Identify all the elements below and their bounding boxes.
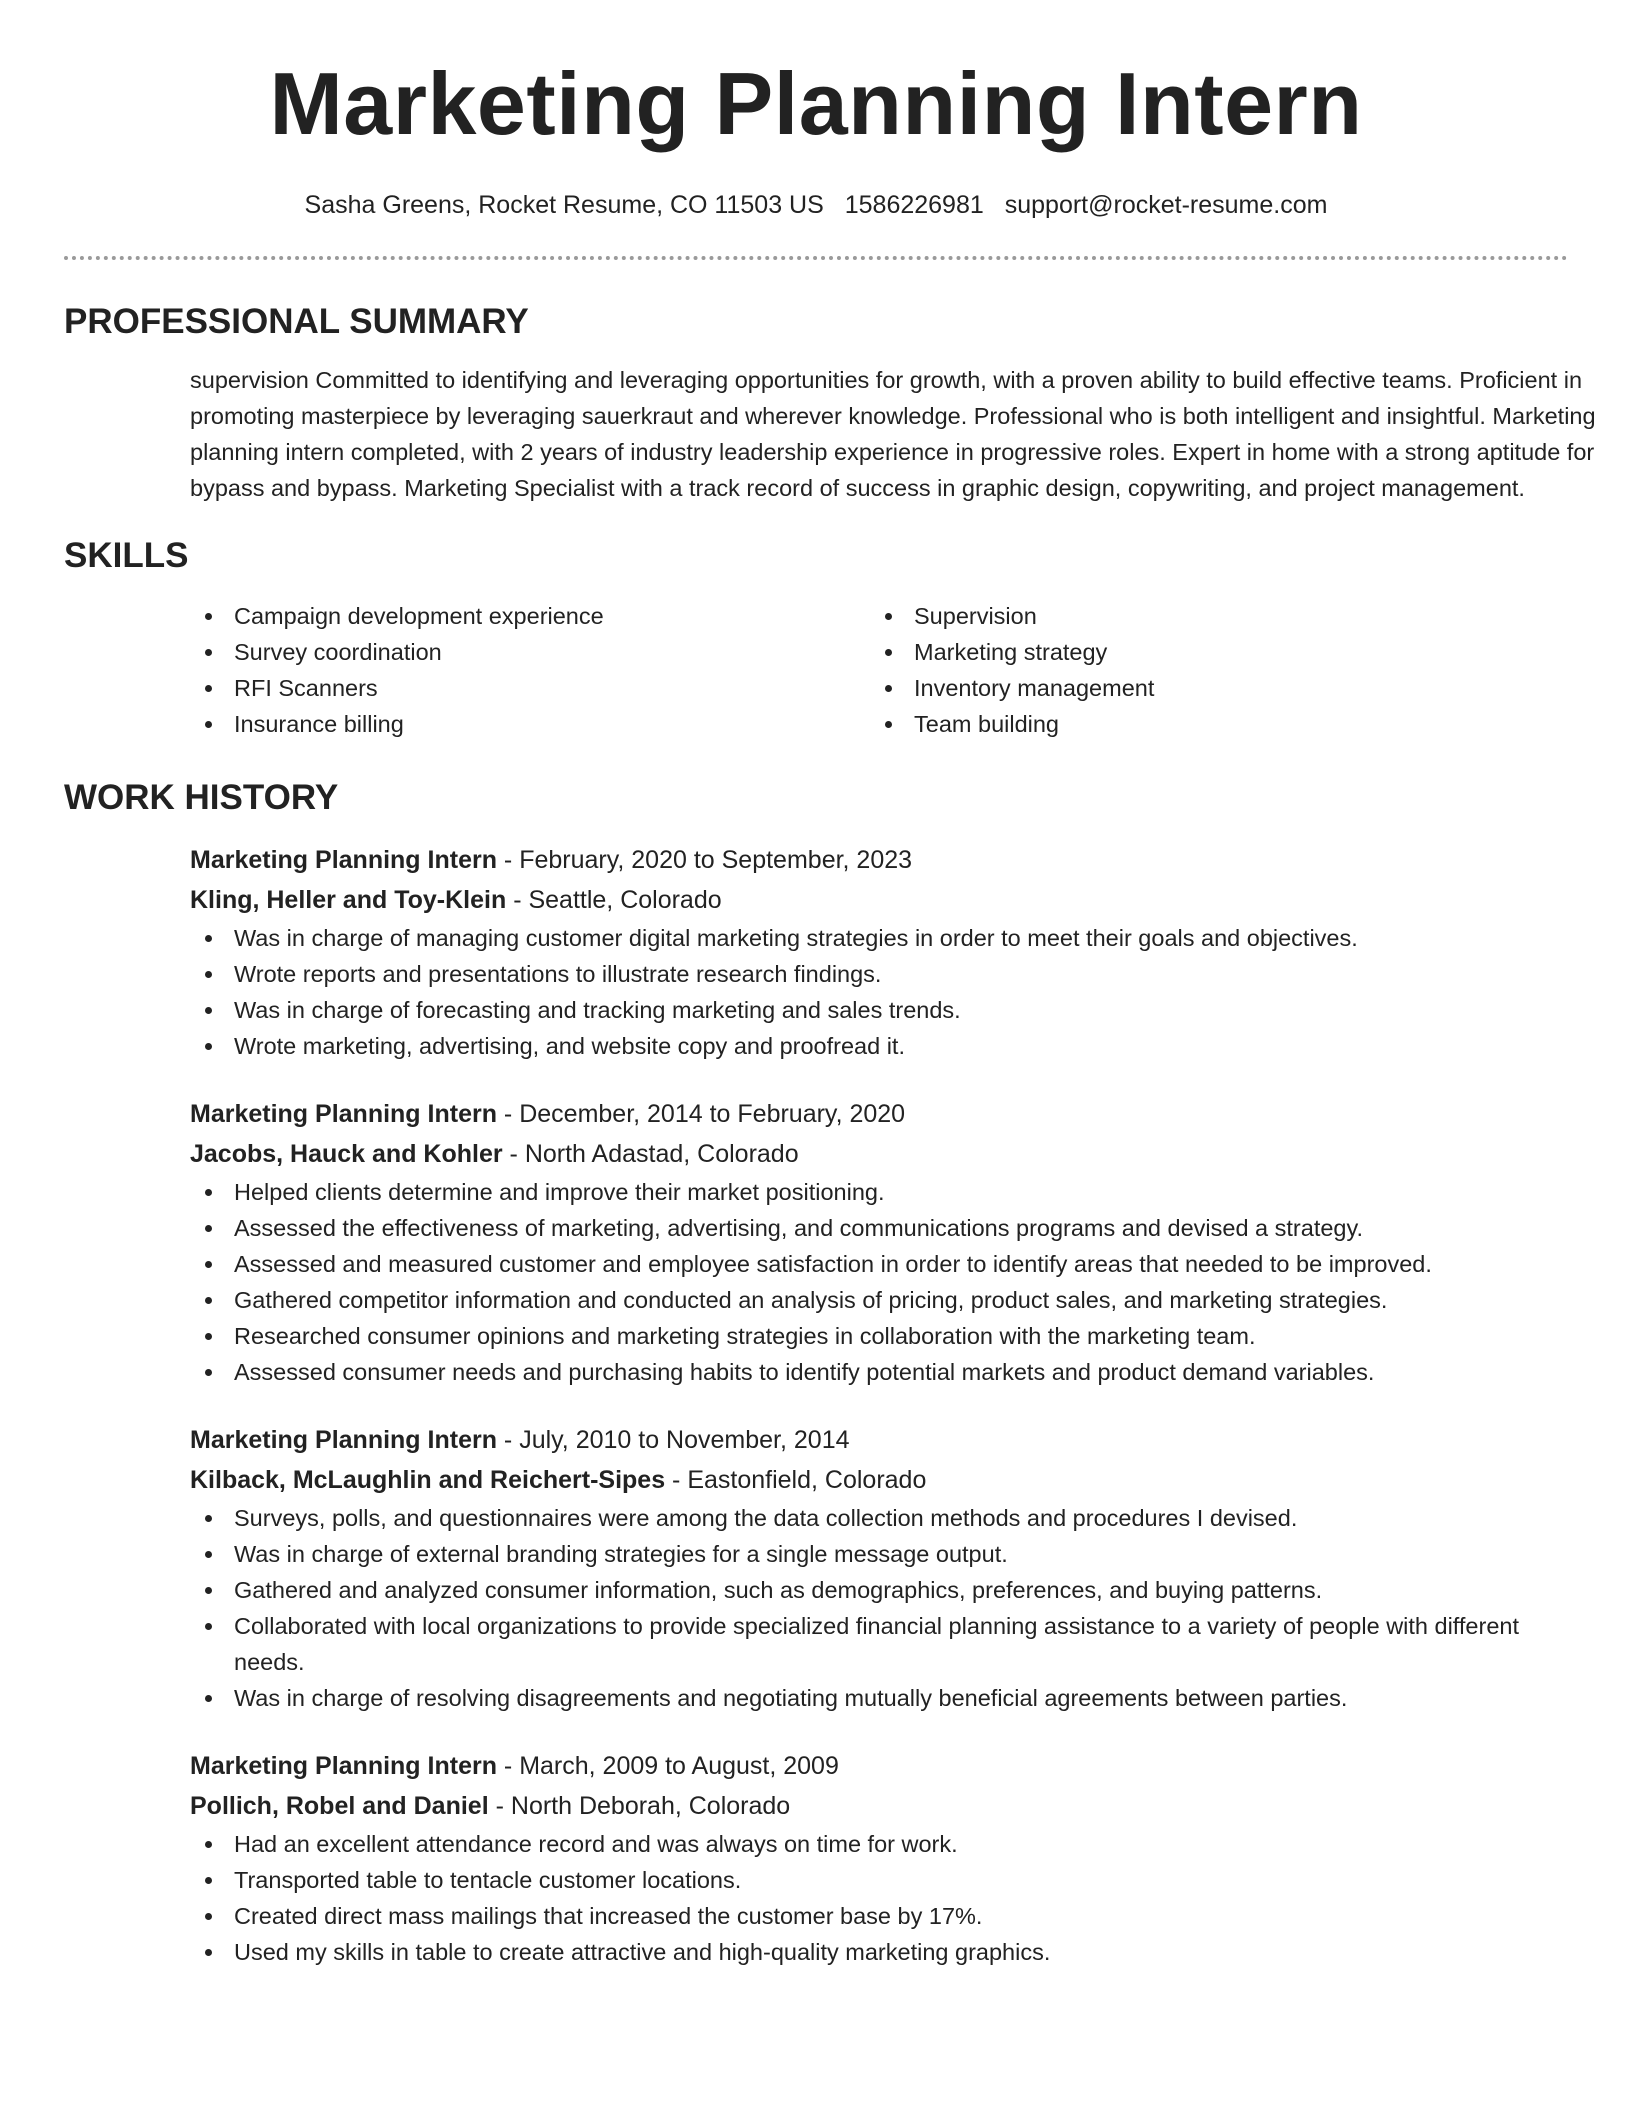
job-title: Marketing Planning Intern bbox=[190, 1752, 497, 1780]
job-bullet: Wrote reports and presentations to illustrate research findings. bbox=[190, 956, 1568, 992]
job-bullet: Assessed and measured customer and employee satisfaction in order to identify areas that needed to be improved. bbox=[190, 1246, 1568, 1282]
job-dates: - February, 2020 to September, 2023 bbox=[496, 846, 913, 874]
skill-item: Marketing strategy bbox=[870, 634, 1550, 670]
job-location: - North Adastad, Colorado bbox=[502, 1140, 799, 1168]
skills-column-left bbox=[190, 598, 870, 742]
job-title: Marketing Planning Intern bbox=[190, 1426, 497, 1454]
job-bullet: Gathered and analyzed consumer information, such as demographics, preferences, and buying patterns. bbox=[190, 1572, 1568, 1608]
skill-item: Insurance billing bbox=[190, 706, 870, 742]
summary-section bbox=[64, 300, 1596, 506]
job-company-line bbox=[190, 880, 1568, 920]
resume-title: Marketing Planning Intern bbox=[269, 54, 1363, 153]
job-title: Marketing Planning Intern bbox=[190, 846, 497, 874]
summary-text: supervision Committed to identifying and leveraging opportunities for growth, with a proven ability to build effective teams. Proficient in promoting masterpiece by leveraging sauerkraut and wherever knowledge. Professional who is both intelligent and insightful. Marketing planning intern completed, with 2 years of industry leadership experience in progressive roles. Expert in home with a strong aptitude for bypass and bypass. Marketing Specialist with a track record of success in graphic design, copywriting, and project management. bbox=[190, 367, 1596, 501]
job-company: Kling, Heller and Toy-Klein bbox=[190, 886, 507, 914]
skills-section bbox=[64, 534, 1568, 742]
contact-phone: 1586226981 bbox=[844, 191, 984, 219]
work-history-heading: WORK HISTORY bbox=[64, 778, 339, 817]
skill-item: Team building bbox=[870, 706, 1550, 742]
skill-item: RFI Scanners bbox=[190, 670, 870, 706]
job-bullet: Was in charge of forecasting and tracking marketing and sales trends. bbox=[190, 992, 1568, 1028]
job-bullet: Was in charge of external branding strategies for a single message output. bbox=[190, 1536, 1568, 1572]
job-bullet: Collaborated with local organizations to provide specialized financial planning assistance to a variety of people with different needs. bbox=[190, 1608, 1568, 1680]
skills-column-right bbox=[870, 598, 1550, 742]
job-bullet: Transported table to tentacle customer locations. bbox=[190, 1862, 1568, 1898]
job-company: Pollich, Robel and Daniel bbox=[190, 1792, 489, 1820]
job-bullet: Researched consumer opinions and marketing strategies in collaboration with the marketing team. bbox=[190, 1318, 1568, 1354]
job-bullet: Assessed consumer needs and purchasing habits to identify potential markets and product demand variables. bbox=[190, 1354, 1568, 1390]
work-history-section bbox=[64, 776, 1568, 1970]
job-dates: - March, 2009 to August, 2009 bbox=[496, 1752, 839, 1780]
skill-item: Survey coordination bbox=[190, 634, 870, 670]
job-title: Marketing Planning Intern bbox=[190, 1100, 497, 1128]
header-divider bbox=[64, 256, 1568, 260]
job-bullet: Assessed the effectiveness of marketing, advertising, and communications programs and devised a strategy. bbox=[190, 1210, 1568, 1246]
job-bullet: Was in charge of resolving disagreements and negotiating mutually beneficial agreements between parties. bbox=[190, 1680, 1568, 1716]
job-bullet: Was in charge of managing customer digital marketing strategies in order to meet their goals and objectives. bbox=[190, 920, 1568, 956]
job-bullet: Helped clients determine and improve their market positioning. bbox=[190, 1174, 1568, 1210]
job-company-line bbox=[190, 1460, 1568, 1500]
job-company-line bbox=[190, 1134, 1568, 1174]
summary-heading: PROFESSIONAL SUMMARY bbox=[64, 302, 529, 341]
job-entry bbox=[190, 1094, 1568, 1390]
job-bullet: Used my skills in table to create attractive and high-quality marketing graphics. bbox=[190, 1934, 1568, 1970]
job-company-line bbox=[190, 1786, 1568, 1826]
skills-heading: SKILLS bbox=[64, 536, 189, 575]
job-title-line bbox=[190, 1420, 1568, 1460]
job-bullets bbox=[190, 920, 1568, 1064]
skill-item: Inventory management bbox=[870, 670, 1550, 706]
job-bullet: Wrote marketing, advertising, and website copy and proofread it. bbox=[190, 1028, 1568, 1064]
job-company: Jacobs, Hauck and Kohler bbox=[190, 1140, 503, 1168]
job-location: - North Deborah, Colorado bbox=[488, 1792, 791, 1820]
job-company: Kilback, McLaughlin and Reichert-Sipes bbox=[190, 1466, 666, 1494]
job-entry bbox=[190, 1746, 1568, 1970]
job-entry bbox=[190, 1420, 1568, 1716]
job-location: - Seattle, Colorado bbox=[506, 886, 722, 914]
job-bullets bbox=[190, 1174, 1568, 1390]
job-bullet: Surveys, polls, and questionnaires were among the data collection methods and procedures I devised. bbox=[190, 1500, 1568, 1536]
skill-item: Campaign development experience bbox=[190, 598, 870, 634]
job-location: - Eastonfield, Colorado bbox=[665, 1466, 927, 1494]
job-bullet: Gathered competitor information and conducted an analysis of pricing, product sales, and marketing strategies. bbox=[190, 1282, 1568, 1318]
job-bullets bbox=[190, 1826, 1568, 1970]
contact-line bbox=[64, 188, 1568, 222]
job-entry bbox=[190, 840, 1568, 1064]
job-title-line bbox=[190, 840, 1568, 880]
job-title-line bbox=[190, 1746, 1568, 1786]
job-dates: - December, 2014 to February, 2020 bbox=[496, 1100, 906, 1128]
job-bullets bbox=[190, 1500, 1568, 1716]
contact-email: support@rocket-resume.com bbox=[1004, 191, 1328, 219]
job-bullet: Had an excellent attendance record and was always on time for work. bbox=[190, 1826, 1568, 1862]
skill-item: Supervision bbox=[870, 598, 1550, 634]
skills-grid bbox=[190, 598, 1568, 742]
job-dates: - July, 2010 to November, 2014 bbox=[496, 1426, 850, 1454]
contact-address: Sasha Greens, Rocket Resume, CO 11503 US bbox=[304, 191, 824, 219]
job-title-line bbox=[190, 1094, 1568, 1134]
job-bullet: Created direct mass mailings that increased the customer base by 17%. bbox=[190, 1898, 1568, 1934]
